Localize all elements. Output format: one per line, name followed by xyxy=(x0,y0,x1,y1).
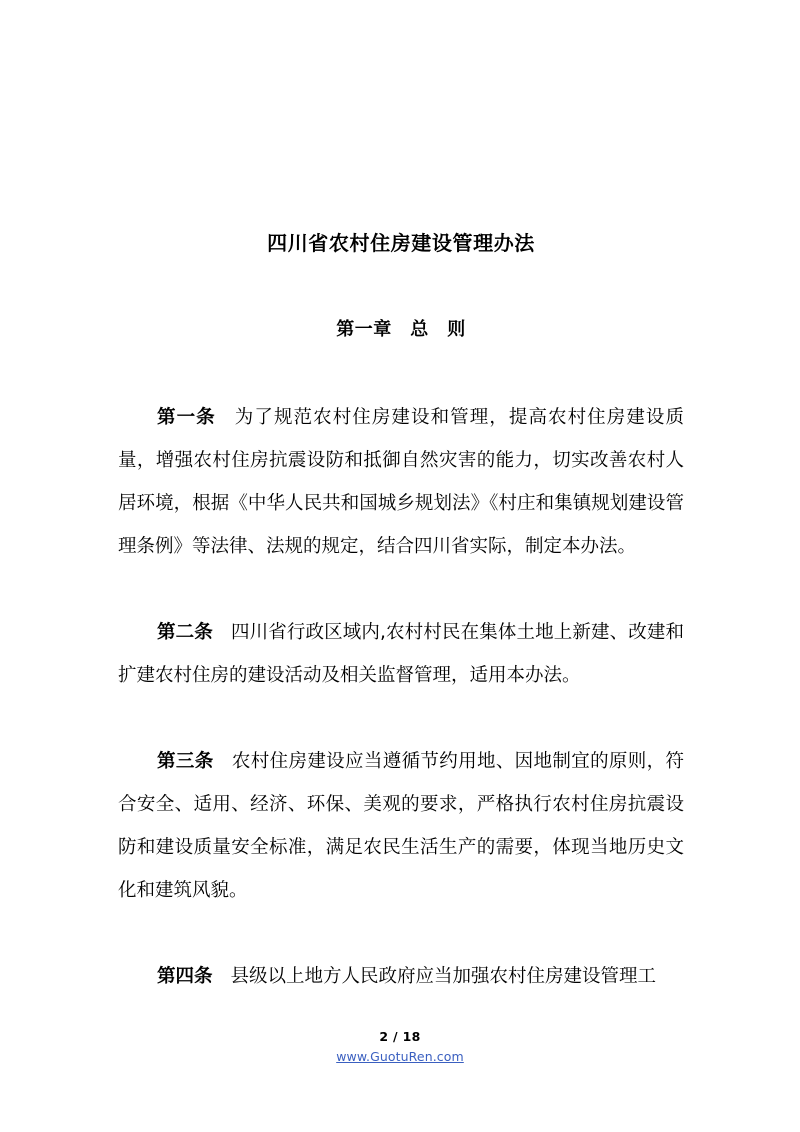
document-content xyxy=(118,0,684,998)
page-footer xyxy=(0,1028,800,1065)
article-label: 第四条 xyxy=(157,966,213,987)
article-paragraph xyxy=(118,912,684,998)
article-paragraph xyxy=(118,344,684,568)
article-body: 四川省行政区域内,农村村民在集体土地上新建、改建和扩建农村住房的建设活动及相关监督管理，适用本办法。 xyxy=(118,622,684,686)
chapter-heading: 第一章 总 则 xyxy=(336,319,466,340)
page-title: 四川省农村住房建设管理办法 xyxy=(267,231,535,255)
article-label: 第三条 xyxy=(157,751,214,772)
article-body: 为了规范农村住房建设和管理，提高农村住房建设质量，增强农村住房抗震设防和抵御自然灾害的能力，切实改善农村人居环境，根据《中华人民共和国城乡规划法》《村庄和集镇规划建设管理条例》等法律、法规的规定，结合四川省实际，制定本办法。 xyxy=(118,407,684,557)
article-body: 农村住房建设应当遵循节约用地、因地制宜的原则，符合安全、适用、经济、环保、美观的要求，严格执行农村住房抗震设防和建设质量安全标准，满足农民生活生产的需要，体现当地历史文化和建筑风貌。 xyxy=(118,751,684,901)
article-paragraph xyxy=(118,697,684,912)
article-paragraph xyxy=(118,568,684,697)
article-label: 第一条 xyxy=(157,407,216,428)
article-label: 第二条 xyxy=(157,622,213,643)
watermark-link[interactable]: www.GuotuRen.com xyxy=(336,1049,464,1064)
page-number: 2 / 18 xyxy=(379,1029,421,1044)
article-body: 县级以上地方人民政府应当加强农村住房建设管理工 xyxy=(230,966,657,987)
